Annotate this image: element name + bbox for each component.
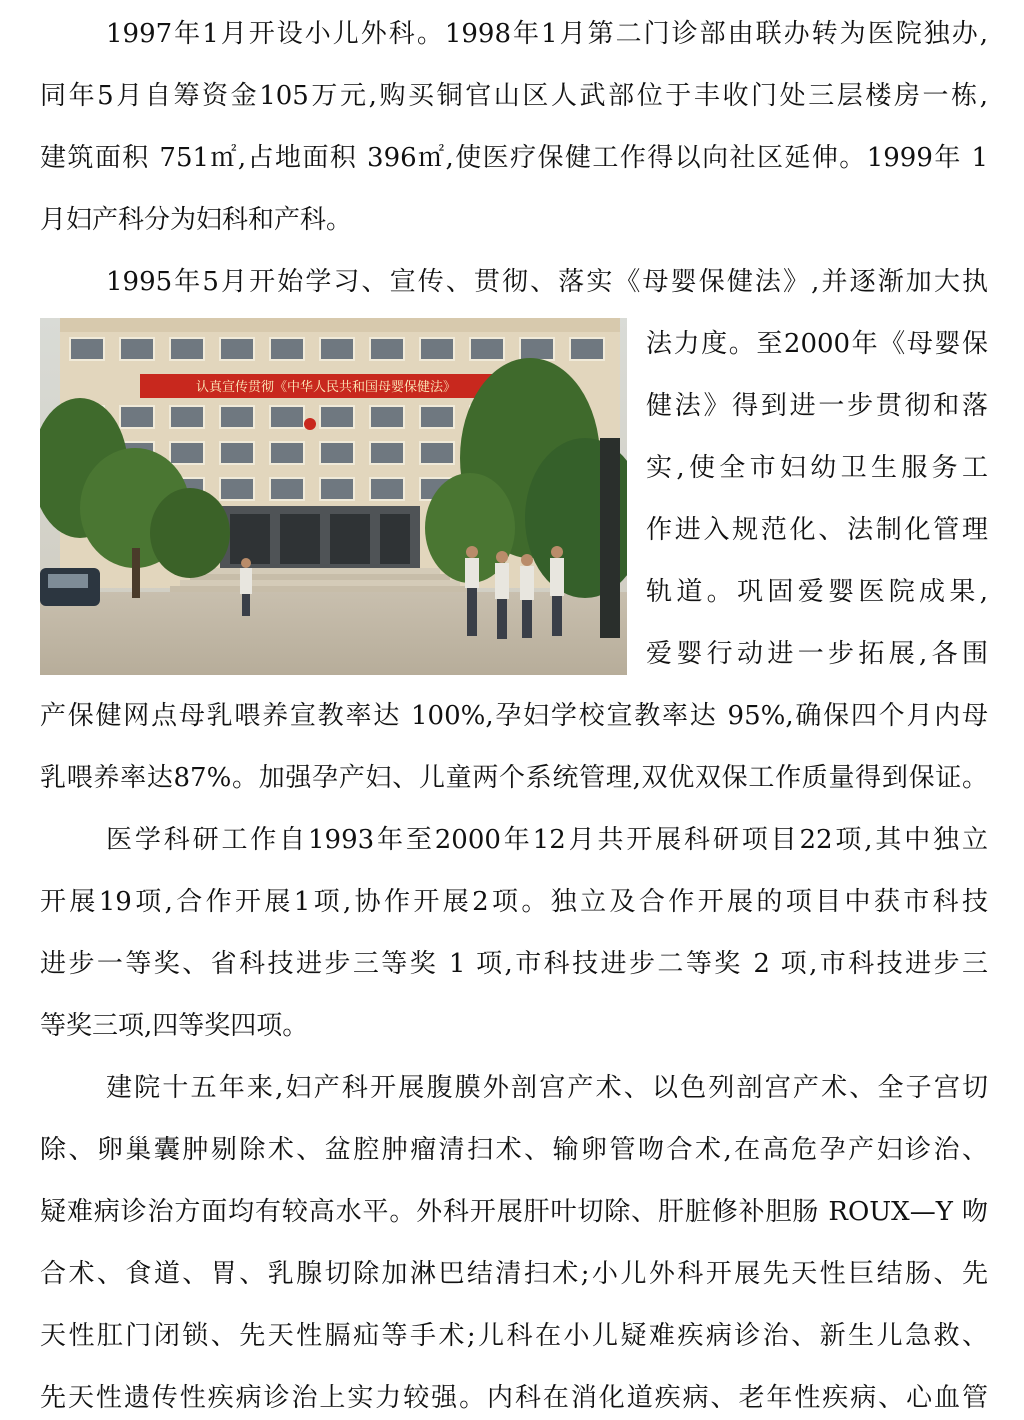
- paragraph-line: 月妇产科分为妇科和产科。: [40, 205, 353, 235]
- paragraph-line: 除、卵巢囊肿剔除术、盆腔肿瘤清扫术、输卵管吻合术,在高危孕产妇诊治、: [40, 1135, 988, 1165]
- paragraph-line: 开展19项,合作开展1项,协作开展2项。独立及合作开展的项目中获市科技: [40, 887, 988, 917]
- banner-text: 认真宣传贯彻《中华人民共和国母婴保健法》: [195, 380, 457, 395]
- paragraph-line: 合术、食道、胃、乳腺切除加淋巴结清扫术;小儿外科开展先天性巨结肠、先: [40, 1259, 988, 1289]
- paragraph-line: 等奖三项,四等奖四项。: [40, 1011, 309, 1041]
- paragraph-line: 爱婴行动进一步拓展,各围: [646, 639, 988, 669]
- paragraph-line: 实,使全市妇幼卫生服务工: [646, 453, 988, 483]
- paragraph-line: 建筑面积 751㎡,占地面积 396㎡,使医疗保健工作得以向社区延伸。1999年 1: [40, 143, 988, 173]
- paragraph-line: 同年5月自筹资金105万元,购买铜官山区人武部位于丰收门处三层楼房一栋,: [40, 81, 988, 111]
- paragraph-line: 轨道。巩固爱婴医院成果,: [646, 577, 988, 607]
- paragraph-line: 1995年5月开始学习、宣传、贯彻、落实《母婴保健法》,并逐渐加大执: [106, 267, 988, 297]
- paragraph-line: 医学科研工作自1993年至2000年12月共开展科研项目22项,其中独立: [106, 825, 988, 855]
- paragraph-line: 乳喂养率达87%。加强孕产妇、儿童两个系统管理,双优双保工作质量得到保证。: [40, 763, 988, 793]
- paragraph-line: 建院十五年来,妇产科开展腹膜外剖宫产术、以色列剖宫产术、全子宫切: [106, 1073, 988, 1103]
- paragraph-line: 作进入规范化、法制化管理: [646, 515, 988, 545]
- paragraph-line: 1997年1月开设小儿外科。1998年1月第二门诊部由联办转为医院独办,: [106, 19, 988, 49]
- paragraph-line: 健法》得到进一步贯彻和落: [646, 391, 988, 421]
- hospital-building-photo: [40, 318, 627, 675]
- paragraph-line: 天性肛门闭锁、先天性膈疝等手术;儿科在小儿疑难疾病诊治、新生儿急救、: [40, 1321, 988, 1351]
- paragraph-line: 进步一等奖、省科技进步三等奖 1 项,市科技进步二等奖 2 项,市科技进步三: [40, 949, 988, 979]
- paragraph-line: 法力度。至2000年《母婴保: [646, 329, 988, 359]
- paragraph-line: 疑难病诊治方面均有较高水平。外科开展肝叶切除、肝脏修补胆肠 ROUX—Y 吻: [40, 1197, 988, 1227]
- paragraph-line: 先天性遗传性疾病诊治上实力较强。内科在消化道疾病、老年性疾病、心血管: [40, 1383, 988, 1413]
- paragraph-line: 产保健网点母乳喂养宣教率达 100%,孕妇学校宣教率达 95%,确保四个月内母: [40, 701, 988, 731]
